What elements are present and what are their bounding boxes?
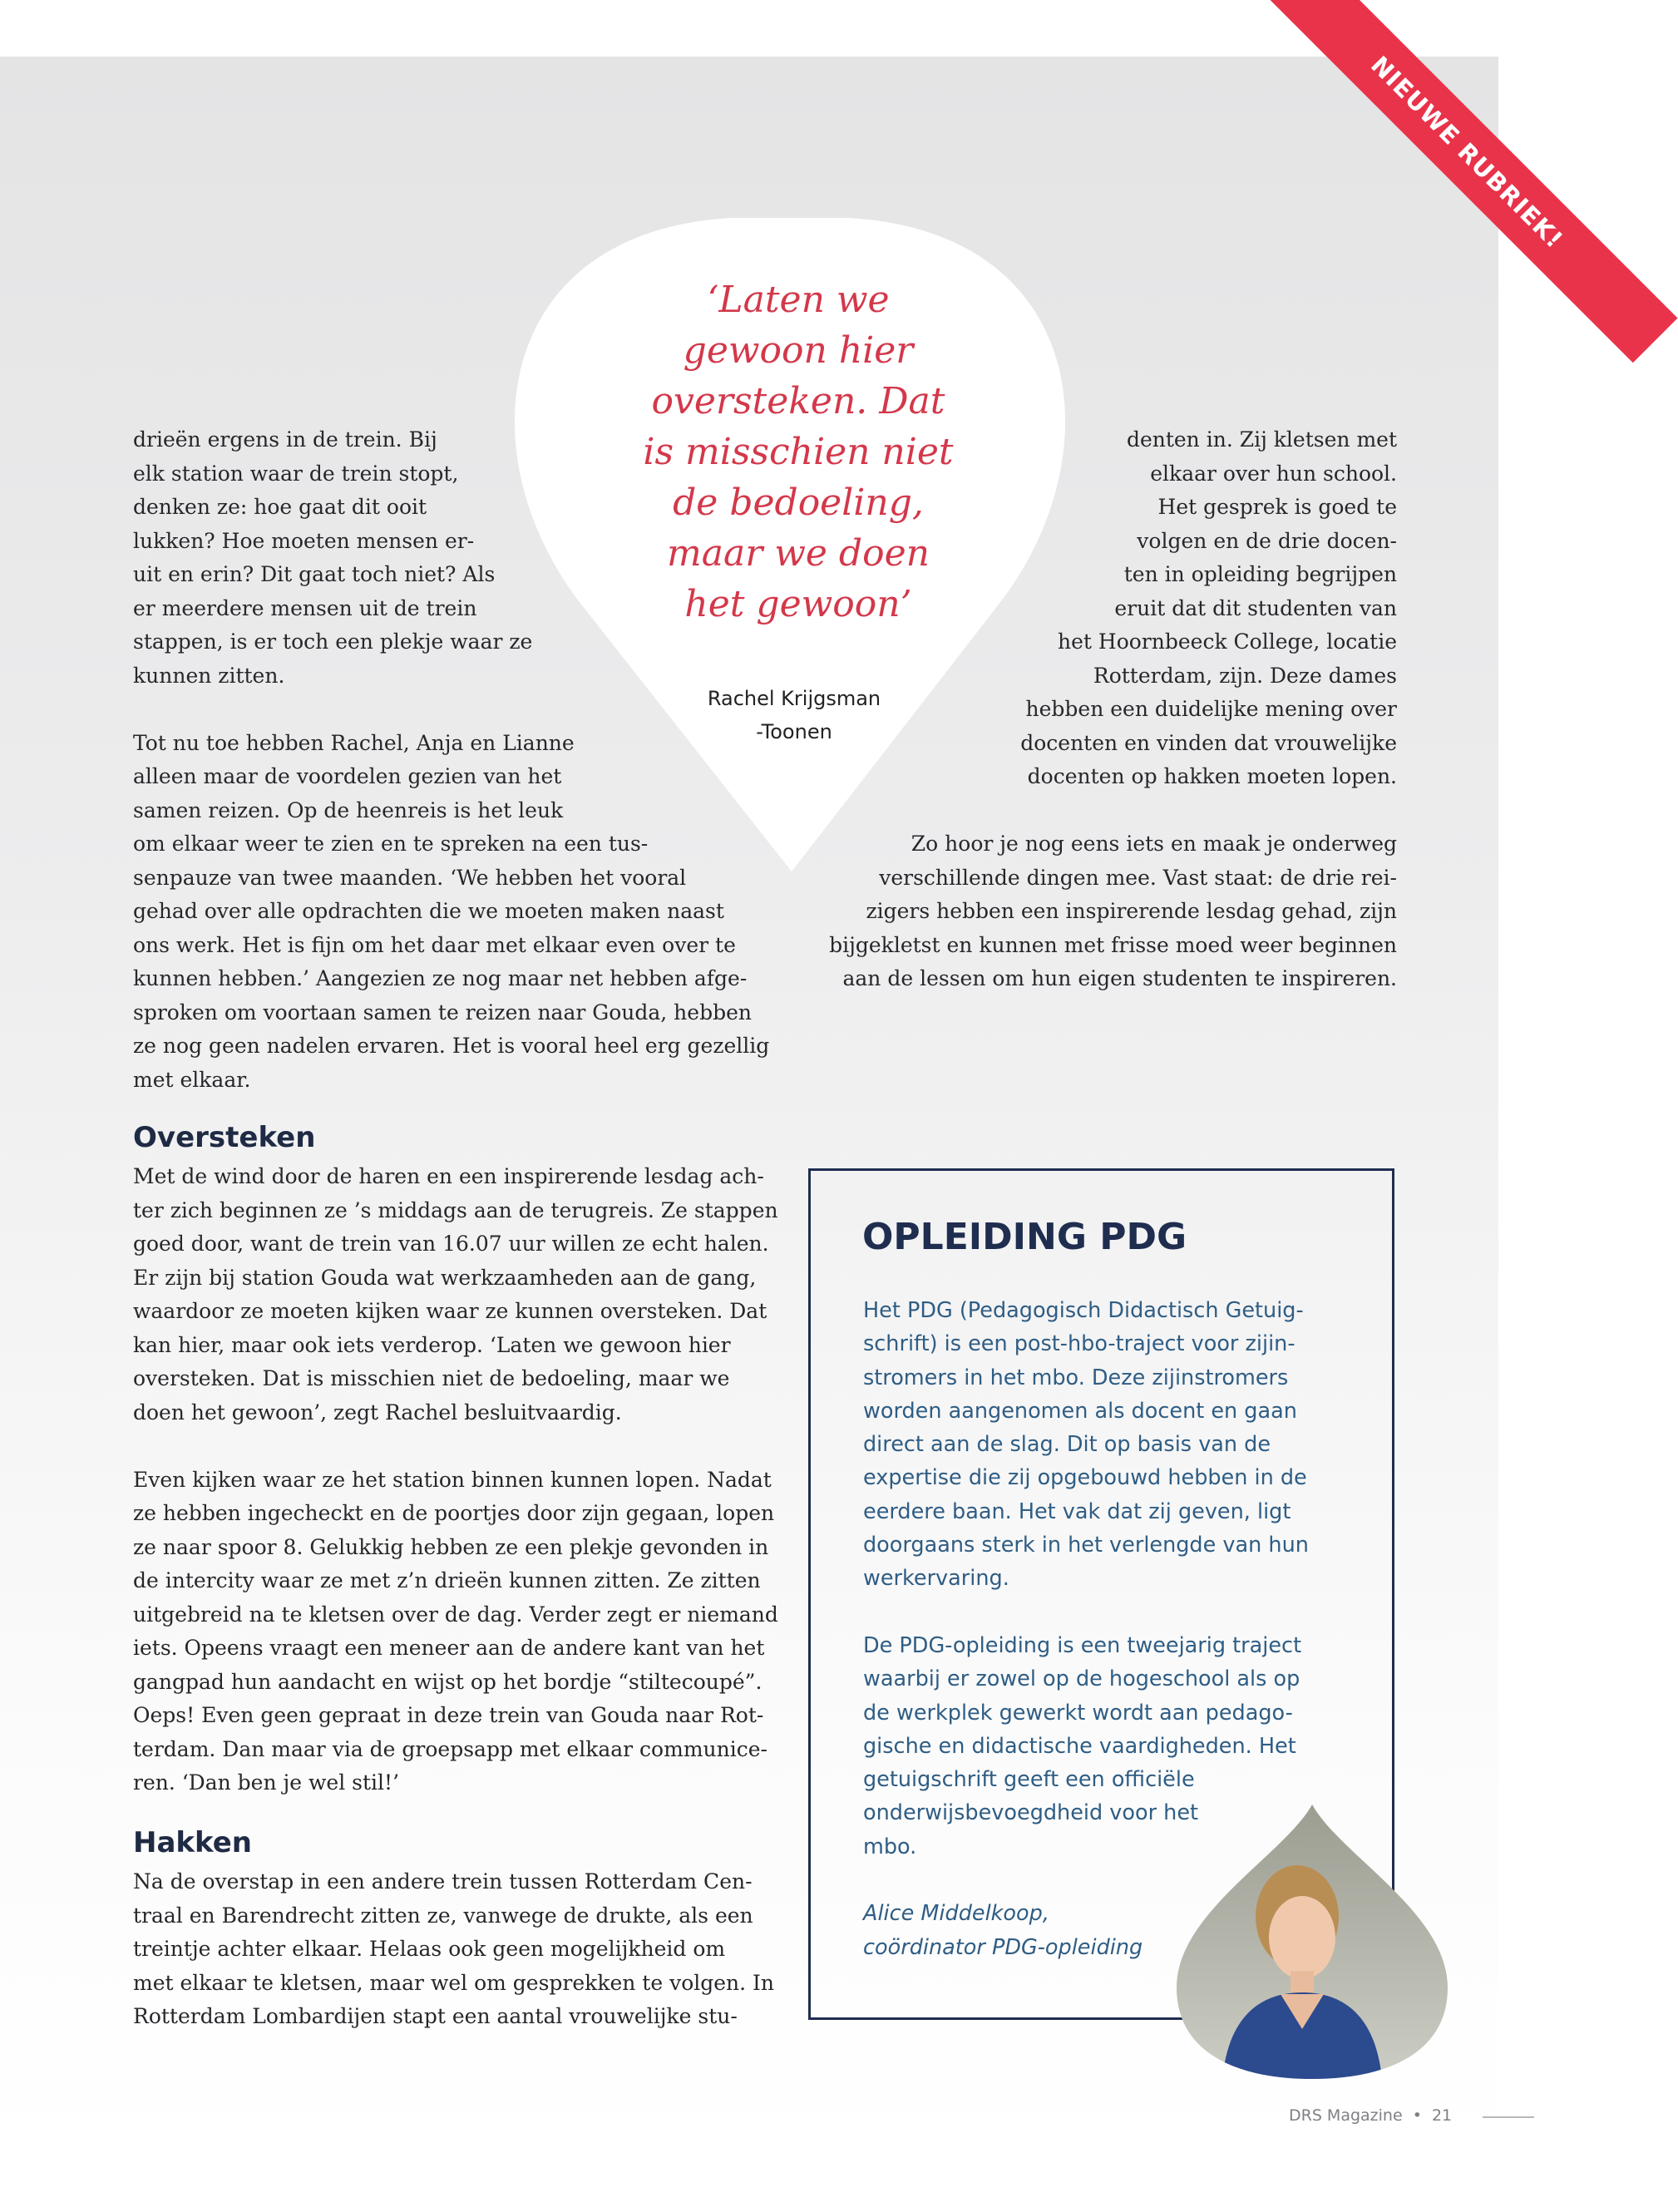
text-line: sproken om voortaan samen te reizen naar Gouda, hebben	[133, 1000, 752, 1025]
box-line: gische en didactische vaardigheden. Het	[863, 1733, 1296, 1759]
text-line: ze hebben ingecheckt en de poortjes door zijn gegaan, lopen	[133, 1501, 775, 1525]
text-line: elk station waar de trein stopt,	[133, 461, 459, 486]
text-line: docenten en vinden dat vrouwelijke	[1020, 730, 1397, 755]
text-line: iets. Opeens vraagt een meneer aan de andere kant van het	[133, 1636, 765, 1660]
attribution-line: Rachel Krijgsman	[707, 687, 881, 710]
text-line: gangpad hun aandacht en wijst op het bordje “stiltecoupé”.	[133, 1669, 763, 1694]
text-line: er meerdere mensen uit de trein	[133, 595, 477, 620]
text-line: terdam. Dan maar via de groepsapp met elkaar communice-	[133, 1736, 767, 1761]
text-line: kunnen zitten.	[133, 663, 285, 688]
text-line: ze nog geen nadelen ervaren. Het is vooral heel erg gezellig	[133, 1034, 770, 1058]
footer-separator: •	[1412, 2106, 1422, 2125]
text-line: verschillende dingen mee. Vast staat: de drie rei-	[879, 865, 1397, 890]
text-line: de intercity waar ze met z’n drieën kunnen zitten. Ze zitten	[133, 1568, 761, 1592]
text-line: Rotterdam, zijn. Deze dames	[1093, 663, 1397, 688]
text-line: lukken? Hoe moeten mensen er-	[133, 528, 475, 553]
text-line: het Hoornbeeck College, locatie	[1058, 630, 1397, 654]
text-line: samen reizen. Op de heenreis is het leuk	[133, 797, 564, 822]
text-line: aan de lessen om hun eigen studenten te inspireren.	[842, 966, 1397, 990]
box-line: de werkplek gewerkt wordt aan pedago-	[863, 1700, 1293, 1726]
text-line: Er zijn bij station Gouda wat werkzaamheden aan de gang,	[133, 1265, 757, 1290]
text-line: hebben een duidelijke mening over	[1025, 697, 1397, 721]
attribution-line: -Toonen	[756, 720, 832, 743]
text-line: met elkaar.	[133, 1067, 251, 1092]
box-credit-line: Alice Middelkoop,	[863, 1901, 1049, 1927]
text-line: uit en erin? Dit gaat toch niet? Als	[133, 562, 496, 586]
text-line: om elkaar weer te zien en te spreken na een tus-	[133, 832, 649, 856]
box-line: De PDG-opleiding is een tweejarig traject	[863, 1632, 1302, 1658]
text-line: ten in opleiding begrijpen	[1123, 562, 1397, 586]
text-line: senpauze van twee maanden. ‘We hebben het vooral	[133, 865, 687, 890]
banner-label: NIEUWE RUBRIEK!	[1365, 50, 1569, 254]
text-line: doen het gewoon’, zegt Rachel besluitvaardig.	[133, 1400, 622, 1424]
text-line: denken ze: hoe gaat dit ooit	[133, 495, 427, 519]
quote-line: ‘Laten we	[707, 279, 890, 321]
text-line: ren. ‘Dan ben je wel stil!’	[133, 1770, 400, 1795]
section-heading-hakken: Hakken	[133, 1826, 252, 1859]
text-line: treintje achter elkaar. Helaas ook geen mogelijkheid om	[133, 1937, 726, 1961]
text-line: kan hier, maar ook iets verderop. ‘Laten we gewoon hier	[133, 1332, 731, 1357]
text-line: elkaar over hun school.	[1150, 461, 1397, 486]
text-line: goed door, want de trein van 16.07 uur willen ze echt halen.	[133, 1232, 769, 1256]
text-line: Rotterdam Lombardijen stapt een aantal vrouwelijke stu-	[133, 2004, 738, 2028]
quote-line: is misschien niet	[643, 431, 954, 473]
box-line: getuigschrift geeft een officiële	[863, 1767, 1195, 1793]
text-line: Tot nu toe hebben Rachel, Anja en Lianne	[133, 730, 575, 755]
quote-line: het gewoon’	[684, 583, 912, 625]
box-line: worden aangenomen als docent en gaan	[863, 1398, 1297, 1424]
quote-line: maar we doen	[667, 532, 930, 575]
page-footer	[1289, 2106, 1452, 2125]
text-line: Even kijken waar ze het station binnen kunnen lopen. Nadat	[133, 1467, 772, 1492]
text-line: alleen maar de voordelen gezien van het	[133, 764, 562, 788]
text-line: zigers hebben een inspirerende lesdag gehad, zijn	[866, 899, 1397, 923]
box-line: Het PDG (Pedagogisch Didactisch Getuig-	[863, 1298, 1304, 1323]
text-line: Oeps! Even geen gepraat in deze trein van Gouda naar Rot-	[133, 1703, 764, 1727]
quote-line: gewoon hier	[683, 329, 914, 372]
text-line: docenten op hakken moeten lopen.	[1027, 764, 1397, 788]
text-line: met elkaar te kletsen, maar wel om gesprekken te volgen. In	[133, 1970, 775, 1995]
box-line: waarbij er zowel op de hogeschool als op	[863, 1666, 1300, 1692]
page-number: 21	[1431, 2106, 1453, 2125]
text-line: kunnen hebben.’ Aangezien ze nog maar net hebben afge-	[133, 966, 748, 990]
text-line: Het gesprek is goed te	[1157, 495, 1397, 519]
box-credit-line: coördinator PDG-opleiding	[863, 1934, 1143, 1960]
box-line: mbo.	[863, 1834, 917, 1859]
text-line: eruit dat dit studenten van	[1114, 595, 1397, 620]
text-line: drieën ergens in de trein. Bij	[133, 427, 437, 452]
text-line: Met de wind door de haren en een inspirerende lesdag ach-	[133, 1164, 764, 1188]
text-line: stappen, is er toch een plekje waar ze	[133, 630, 533, 654]
text-line: gehad over alle opdrachten die we moeten maken naast	[133, 899, 724, 923]
text-line: waardoor ze moeten kijken waar ze kunnen oversteken. Dat	[133, 1299, 767, 1323]
box-line: eerdere baan. Het vak dat zij geven, ligt	[863, 1499, 1291, 1524]
quote-line: oversteken. Dat	[651, 380, 945, 422]
text-line: denten in. Zij kletsen met	[1126, 427, 1397, 452]
box-line: doorgaans sterk in het verlengde van hun	[863, 1533, 1309, 1558]
text-line: ze naar spoor 8. Gelukkig hebben ze een plekje gevonden in	[133, 1534, 769, 1559]
box-line: stromers in het mbo. Deze zijinstromers	[863, 1365, 1289, 1390]
quote-line: de bedoeling,	[673, 481, 924, 524]
text-line: Zo hoor je nog eens iets en maak je onderweg	[911, 832, 1397, 856]
section-heading-oversteken: Oversteken	[133, 1121, 316, 1154]
text-line: Na de overstap in een andere trein tussen Rotterdam Cen-	[133, 1869, 753, 1894]
footer-rule	[1483, 2116, 1534, 2118]
text-line: ons werk. Het is fijn om het daar met elkaar even over te	[133, 932, 736, 957]
box-line: direct aan de slag. Dit op basis van de	[863, 1432, 1271, 1458]
info-box-title: OPLEIDING PDG	[862, 1216, 1187, 1258]
text-line: oversteken. Dat is misschien niet de bedoeling, maar we	[133, 1366, 730, 1390]
box-line: schrift) is een post-hbo-traject voor zijin-	[863, 1331, 1296, 1357]
text-line: uitgebreid na te kletsen over de dag. Verder zegt er niemand	[133, 1602, 778, 1627]
text-line: traal en Barendrecht zitten ze, vanwege de drukte, als een	[133, 1903, 753, 1928]
box-line: expertise die zij opgebouwd hebben in de	[863, 1465, 1307, 1491]
box-line: werkervaring.	[863, 1566, 1009, 1592]
text-line: ter zich beginnen ze ’s middags aan de terugreis. Ze stappen	[133, 1197, 778, 1222]
text-line: volgen en de drie docen-	[1137, 528, 1397, 553]
box-line: onderwijsbevoegdheid voor het	[863, 1800, 1199, 1826]
text-line: bijgekletst en kunnen met frisse moed weer beginnen	[829, 932, 1397, 957]
magazine-name: DRS Magazine	[1289, 2106, 1403, 2125]
